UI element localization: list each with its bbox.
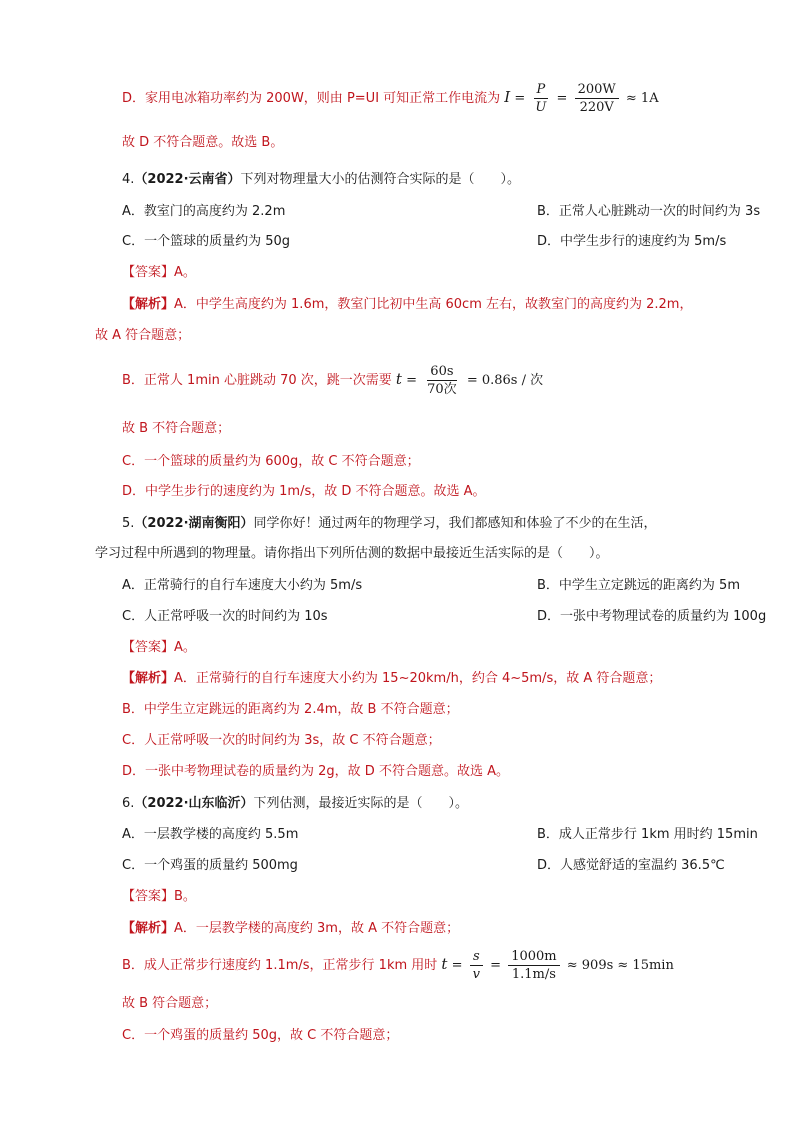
equals-sign: = [490,958,502,973]
fraction-denominator: U [535,100,547,115]
explanation-line: 故 B 符合题意； [122,996,218,1011]
explanation-line [122,670,661,688]
fraction-denominator: 1.1m/s [511,967,556,982]
explanation-text: B．正常人 1min 心脏跳动 70 次，跳一次需要 [122,373,392,388]
question-6-options-row-2 [122,857,725,875]
explanation-tag: 【解析】 [122,297,175,312]
result-text: = 0.86s / 次 [466,373,544,388]
explanation-text: A．中学生高度约为 1.6m，教室门比初中生高 60cm 左右，故教室门的高度约为 2.2m， [174,297,693,312]
explanation-line: 故 B 不符合题意； [122,421,231,436]
option-b: B．中学生立定跳远的距离约为 5m [537,578,740,593]
option-a: A．正常骑行的自行车速度大小约为 5m/s [122,578,363,593]
option-c: C．一个鸡蛋的质量约 500mg [122,858,298,873]
question-text: 下列估测，最接近实际的是（ ）。 [253,796,469,811]
fraction-denominator: v [472,967,480,982]
explanation-text: B．成人正常步行速度约 1.1m/s，正常步行 1km 用时 [122,958,438,973]
explanation-line [122,296,692,314]
question-5-stem-continued: 学习过程中所遇到的物理量。请你指出下列所估测的数据中最接近生活实际的是（ ）。 [95,546,609,561]
equals-sign: = [556,91,568,106]
answer-line: 【答案】B。 [122,889,196,904]
option-d-explanation-line [122,80,659,116]
option-b: B．正常人心脏跳动一次的时间约为 3s [537,204,761,219]
explanation-line: D．中学生步行的速度约为 1m/s，故 D 不符合题意。故选 A。 [122,484,486,499]
explanation-text: A．一层教学楼的高度约 3m，故 A 不符合题意； [174,921,460,936]
current-symbol: I [504,88,511,106]
question-number: 4. [122,172,135,187]
option-c: C．一个篮球的质量约为 50g [122,234,291,249]
fraction-denominator: 220V [579,100,614,115]
equals-sign: = [406,373,417,388]
question-6-options-row-1 [122,826,758,844]
question-5-options-row-1 [122,577,740,595]
answer-line: 【答案】A。 [122,640,196,655]
question-4-options-row-2 [122,233,727,251]
distance-over-speed-fraction [470,948,483,983]
option-a: A．一层教学楼的高度约 5.5m [122,827,299,842]
time-symbol: t [395,370,402,388]
question-text: 同学你好！通过两年的物理学习，我们都感知和体验了不少的在生活， [253,516,657,531]
explanation-line [122,920,459,938]
fraction-numerator: 1000m [508,948,559,966]
option-d-explanation-text: D．家用电冰箱功率约为 200W，则由 P=UI 可知正常工作电流为 [122,91,501,106]
fraction-numerator: s [470,948,483,966]
question-5-options-row-2 [122,608,767,626]
explanation-line: B．中学生立定跳远的距离约为 2.4m，故 B 不符合题意； [122,702,459,717]
value-fraction [575,81,619,116]
question-number: 5. [122,516,135,531]
question-4-stem [122,171,520,189]
explanation-line: D．一张中考物理试卷的质量约为 2g，故 D 不符合题意。故选 A。 [122,764,509,779]
option-d: D．中学生步行的速度约为 5m/s [537,234,727,249]
fraction-denominator: 70次 [427,382,457,397]
value-fraction [508,948,559,983]
explanation-tag: 【解析】 [122,671,175,686]
explanation-line: C．一个篮球的质量约为 600g，故 C 不符合题意； [122,454,420,469]
option-c: C．人正常呼吸一次的时间约为 10s [122,609,328,624]
explanation-line: 故 A 符合题意； [95,328,191,343]
explanation-line: C．一个鸡蛋的质量约 50g，故 C 不符合题意； [122,1028,399,1043]
explanation-formula-line [122,362,543,398]
question-4-options-row-1 [122,203,761,221]
equals-sign: = [514,91,526,106]
question-number: 6. [122,796,135,811]
option-d: D．一张中考物理试卷的质量约为 100g [537,609,767,624]
question-source: （2022·山东临沂） [134,796,254,811]
question-6-stem [122,795,468,813]
result-text: ≈ 1A [625,91,659,106]
explanation-line: C．人正常呼吸一次的时间约为 3s，故 C 不符合题意； [122,733,441,748]
time-symbol: t [441,955,448,973]
answer-line: 【答案】A。 [122,265,196,280]
option-a: A．教室门的高度约为 2.2m [122,204,286,219]
question-source: （2022·云南省） [134,172,241,187]
result-text: ≈ 909s ≈ 15min [566,958,674,973]
fraction-numerator: 60s [427,363,456,381]
question-text: 下列对物理量大小的估测符合实际的是（ ）。 [240,172,521,187]
conclusion-line: 故 D 不符合题意。故选 B。 [122,135,284,150]
question-5-stem [122,515,657,533]
explanation-formula-line [122,947,674,983]
fraction-numerator: 200W [575,81,619,99]
option-b: B．成人正常步行 1km 用时约 15min [537,827,758,842]
explanation-text: A．正常骑行的自行车速度大小约为 15~20km/h，约合 4~5m/s，故 A 符合题意； [174,671,662,686]
option-d: D．人感觉舒适的室温约 36.5℃ [537,858,725,873]
equals-sign: = [451,958,463,973]
heartbeat-fraction [424,363,460,398]
question-source: （2022·湖南衡阳） [134,516,254,531]
fraction-numerator: P [534,81,549,99]
power-over-voltage-fraction [532,81,549,116]
explanation-tag: 【解析】 [122,921,175,936]
